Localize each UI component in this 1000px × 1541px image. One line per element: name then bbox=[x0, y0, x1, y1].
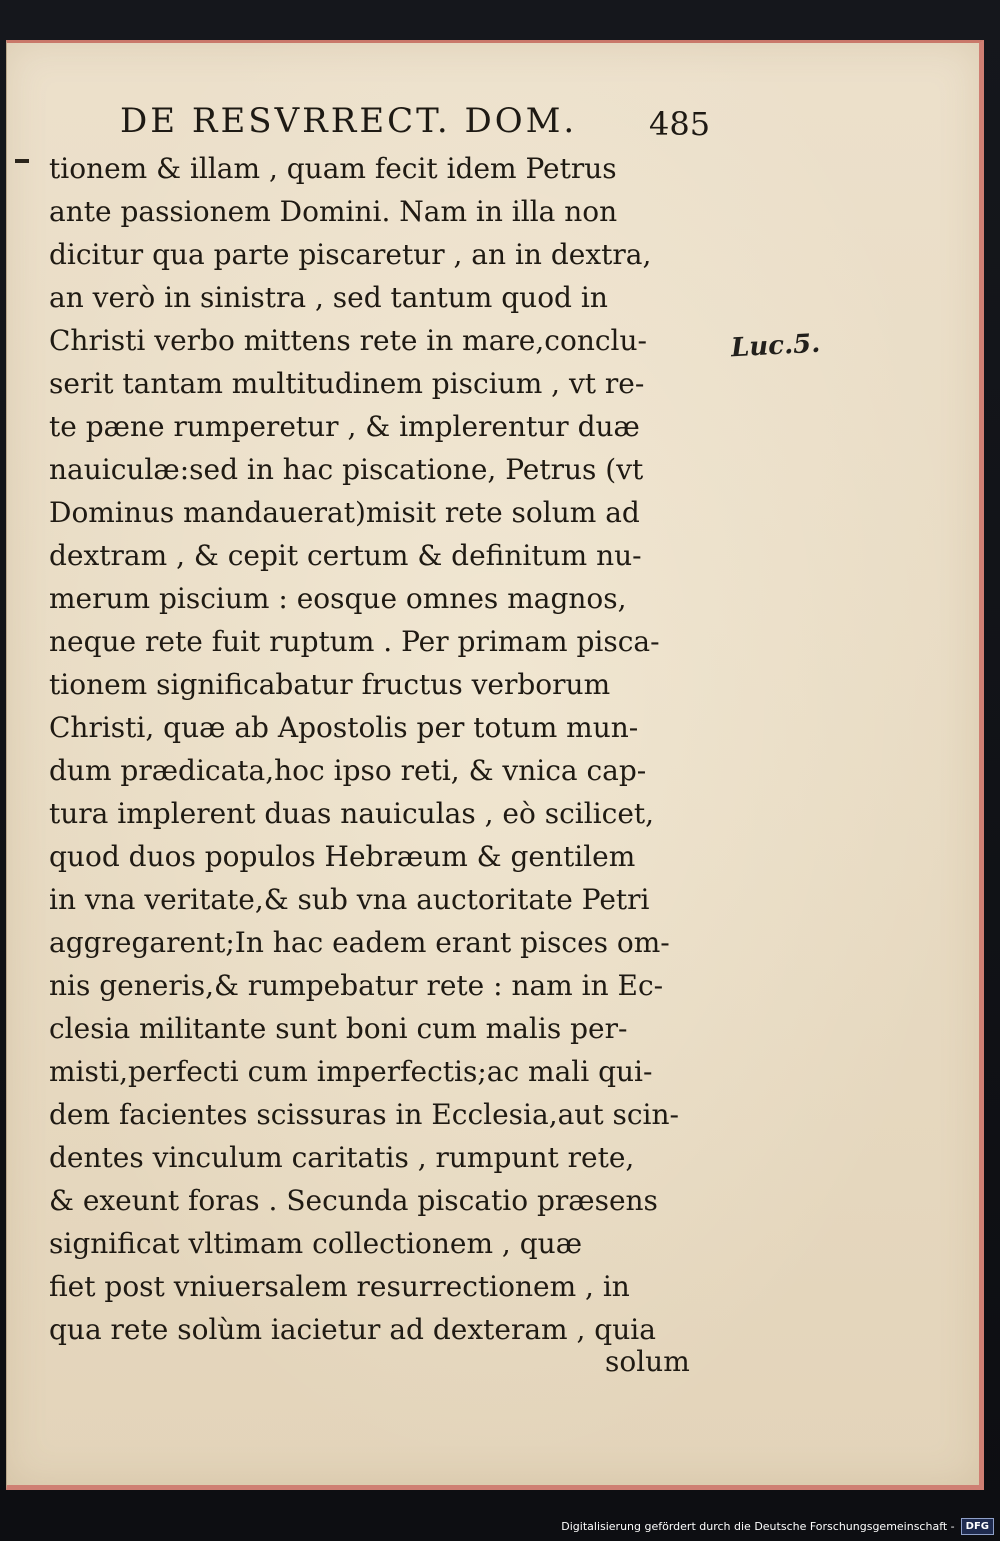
text-line: tura implerent duas nauiculas , eò scilicet, bbox=[49, 797, 655, 830]
text-line: te pæne rumperetur , & implerentur duæ bbox=[49, 410, 640, 443]
text-line: dicitur qua parte piscaretur , an in dextra, bbox=[49, 238, 652, 271]
text-line: neque rete fuit ruptum . Per primam pisca- bbox=[49, 625, 660, 658]
page-content bbox=[7, 43, 979, 1485]
text-line: dentes vinculum caritatis , rumpunt rete, bbox=[49, 1141, 635, 1174]
text-line: fiet post vniuersalem resurrectionem , in bbox=[49, 1270, 630, 1303]
text-line: & exeunt foras . Secunda piscatio præsens bbox=[49, 1184, 658, 1217]
footer-credit-text: Digitalisierung gefördert durch die Deutsche Forschungsgemeinschaft - bbox=[561, 1520, 955, 1533]
text-line: qua rete solùm iacietur ad dexteram , quia bbox=[49, 1313, 656, 1346]
text-line: nauiculæ:sed in hac piscatione, Petrus (vt bbox=[49, 453, 644, 486]
text-line: significat vltimam collectionem , quæ bbox=[49, 1227, 583, 1260]
text-line: quod duos populos Hebræum & gentilem bbox=[49, 840, 636, 873]
dfg-logo-icon: DFG bbox=[961, 1518, 994, 1535]
text-line: aggregarent;In hac eadem erant pisces om- bbox=[49, 926, 670, 959]
text-line: in vna veritate,& sub vna auctoritate Petri bbox=[49, 883, 650, 916]
text-line: Christi, quæ ab Apostolis per totum mun- bbox=[49, 711, 639, 744]
text-line: tionem & illam , quam fecit idem Petrus bbox=[49, 152, 617, 185]
body-text bbox=[49, 147, 723, 1351]
page-number: 485 bbox=[649, 105, 711, 143]
text-line: serit tantam multitudinem piscium , vt re- bbox=[49, 367, 645, 400]
text-line: Christi verbo mittens rete in mare,conclu- bbox=[49, 324, 647, 357]
text-line: clesia militante sunt boni cum malis per- bbox=[49, 1012, 628, 1045]
hyphen-mark bbox=[15, 159, 29, 163]
text-line: nis generis,& rumpebatur rete : nam in Ec- bbox=[49, 969, 664, 1002]
catchword: solum bbox=[605, 1345, 690, 1378]
text-line: dem facientes scissuras in Ecclesia,aut scin- bbox=[49, 1098, 679, 1131]
text-line: tionem significabatur fructus verborum bbox=[49, 668, 611, 701]
text-line: Dominus mandauerat)misit rete solum ad bbox=[49, 496, 640, 529]
running-header: DE RESVRRECT. DOM. bbox=[120, 101, 578, 141]
text-line: merum piscium : eosque omnes magnos, bbox=[49, 582, 627, 615]
text-line: dextram , & cepit certum & definitum nu- bbox=[49, 539, 642, 572]
text-line: ante passionem Domini. Nam in illa non bbox=[49, 195, 618, 228]
margin-note: Luc.5. bbox=[730, 328, 821, 364]
text-line: dum prædicata,hoc ipso reti, & vnica cap- bbox=[49, 754, 647, 787]
book-page bbox=[6, 40, 984, 1490]
text-line: misti,perfecti cum imperfectis;ac mali qui- bbox=[49, 1055, 653, 1088]
text-line: an verò in sinistra , sed tantum quod in bbox=[49, 281, 608, 314]
footer-credit bbox=[561, 1518, 994, 1535]
